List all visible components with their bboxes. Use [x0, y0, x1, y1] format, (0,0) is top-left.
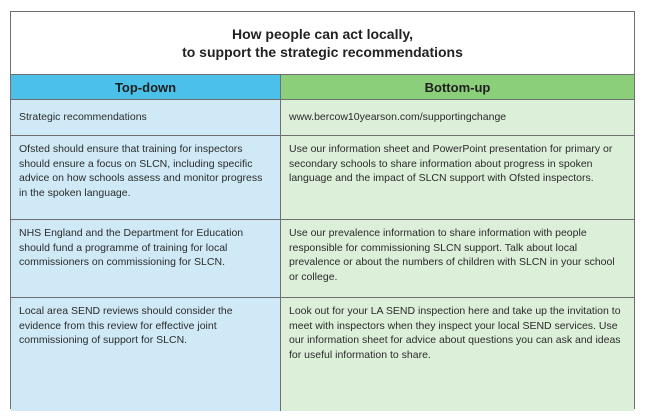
table-cell-left: NHS England and the Department for Education should fund a programme of training for local commissioners on commissioning for SLCN. [11, 220, 281, 298]
title-line-2: to support the strategic recommendations [182, 44, 463, 60]
table-cell-right: www.bercow10yearson.com/supportingchange [281, 100, 634, 136]
column-header-bottom-up: Bottom-up [281, 75, 634, 100]
table-cell-right: Look out for your LA SEND inspection here and take up the invitation to meet with inspectors when they inspect your local SEND services. Use our information sheet for advice about questions you can ask and ideas for useful information to share. [281, 298, 634, 411]
table-title [11, 12, 634, 75]
table-cell-right: Use our prevalence information to share information with people responsible for commissioning SLCN support. Talk about local prevalence or about the numbers of children with SLCN in your school or college. [281, 220, 634, 298]
table-cell-left: Ofsted should ensure that training for inspectors should ensure a focus on SLCN, including specific advice on how schools assess and monitor progress in the spoken language. [11, 136, 281, 220]
table-cell-left: Local area SEND reviews should consider the evidence from this review for effective joint commissioning of support for SLCN. [11, 298, 281, 411]
table-cell-left: Strategic recommendations [11, 100, 281, 136]
table-cell-right: Use our information sheet and PowerPoint presentation for primary or secondary schools to share information about progress in spoken language and the impact of SLCN support with Ofsted inspectors. [281, 136, 634, 220]
title-line-1: How people can act locally, [231, 26, 413, 42]
column-header-top-down: Top-down [11, 75, 281, 100]
recommendations-table [10, 11, 635, 409]
table-grid [11, 75, 634, 411]
